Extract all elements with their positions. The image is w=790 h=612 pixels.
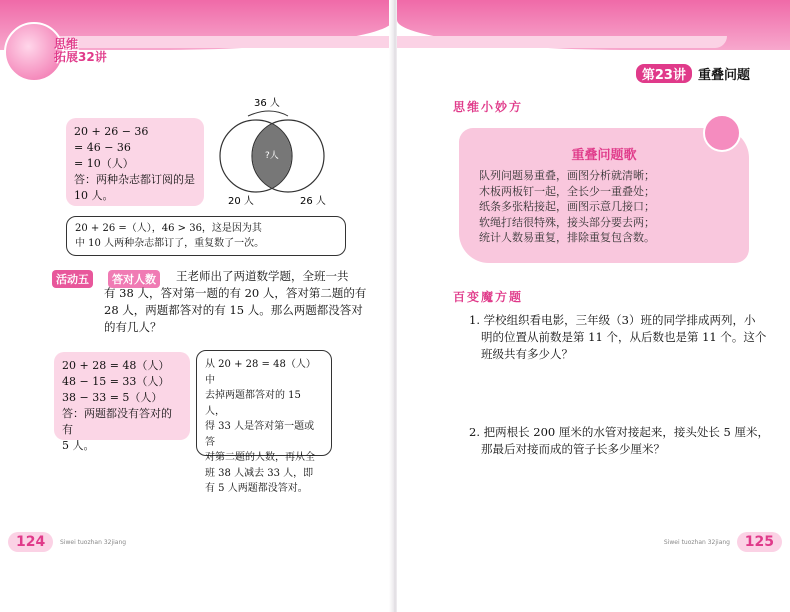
q1-line: 班级共有多少人？ [481,347,573,361]
tips-heading: 思维小妙方 [453,100,524,114]
q2-line: 2. 把两根长 200 厘米的水管对接起来，接头处长 5 厘米， [469,425,770,439]
explain-line: 得 33 人是答对第一题或答 [205,421,315,448]
answer-line: 5 人。 [62,439,95,452]
problem-line: 的有几人？ [104,320,162,334]
box1-line: 答：两种杂志都订阅的是 [74,173,195,186]
problem-line: 28 人，两题都答对的有 15 人。那么两题都没答对 [104,303,363,317]
left-page [0,0,393,612]
song-line: 统计人数易重复，排除重复包含数。 [479,231,655,244]
practice-heading: 百变魔方题 [453,290,524,304]
song-line: 队列问题易重叠，画图分析就清晰； [479,169,655,182]
answer-line: 38 − 33 = 5（人） [62,391,163,404]
footer-text: Siwei tuozhan 32jiang [60,539,127,546]
banner-stripe [397,36,727,48]
song-card [459,128,749,263]
problem-first-line: 王老师出了两道数学题，全班一共 [176,269,349,283]
song-line: 软绳打结很特殊，接头部分要去两； [479,215,655,229]
explain-line: 从 20 + 28 = 48（人）中 [205,359,316,386]
explain-line: 班 38 人减去 33 人，即 [205,467,314,479]
answer-line: 20 + 28 = 48（人） [62,359,170,372]
explain-line: 对第二题的人数，再从全 [205,452,315,463]
activity-tag: 活动五 [52,270,93,288]
question-1 [469,312,769,363]
page-number: 125 [737,532,782,552]
box1-line: = 10（人） [74,157,134,170]
lesson-header [636,64,750,83]
solution-box-1 [66,118,204,206]
speech-line: 中 10 人两种杂志都订了，重复数了一次。 [75,238,265,249]
answer-line: 答：两题都没有答对的有 [62,407,172,436]
answer-box [54,352,190,452]
q2-line: 那最后对接而成的管子长多少厘米？ [481,442,665,456]
venn-diagram [208,92,348,208]
box1-line: 10 人。 [74,189,114,202]
lesson-title: 重叠问题 [697,68,750,83]
venn-left-label: 20 人 [228,196,254,207]
explain-line: 去掉两题都答对的 15 人， [205,390,301,417]
footer-text: Siwei tuozhan 32jiang [663,539,730,546]
song-title: 重叠问题歌 [571,148,637,163]
box1-line: = 46 − 36 [74,141,131,154]
venn-center-label: ?人 [265,151,279,161]
series-title-line1: 思维 [54,37,79,51]
box1-line: 20 + 26 − 36 [74,125,149,138]
explain-line: 有 5 人两题都没答对。 [205,483,308,494]
right-page [397,0,790,612]
cartoon-face-icon [703,114,741,152]
brace-line [248,111,288,116]
activity-title: 答对人数 [108,270,160,288]
q1-line: 明的位置从前数是第 11 个，从后数也是第 11 个。这个 [481,330,767,344]
speech-bubble [66,216,346,256]
song-line: 木板两板钉一起，全长少一重叠处； [479,184,655,198]
song-line: 纸条多张粘接起，画图示意几接口； [479,200,655,213]
answer-line: 48 − 15 = 33（人） [62,375,170,388]
song-lines [479,168,655,246]
lesson-number: 第23讲 [636,64,692,83]
venn-top-label: 36 人 [254,98,280,109]
page-number: 124 [8,532,53,552]
banner-stripe [60,36,390,48]
explanation-box [196,350,332,494]
speech-line: 20 + 26 =（人），46 > 36，这是因为其 [75,223,262,234]
series-title-line2: 拓展32讲 [54,50,107,64]
problem-line: 有 38 人，答对第一题的有 20 人，答对第二题的有 [104,286,367,300]
venn-right-label: 26 人 [300,196,326,207]
q1-line: 1. 学校组织看电影，三年级（3）班的同学排成两列，小 [469,313,756,327]
series-title [54,38,107,64]
question-2 [469,424,769,458]
